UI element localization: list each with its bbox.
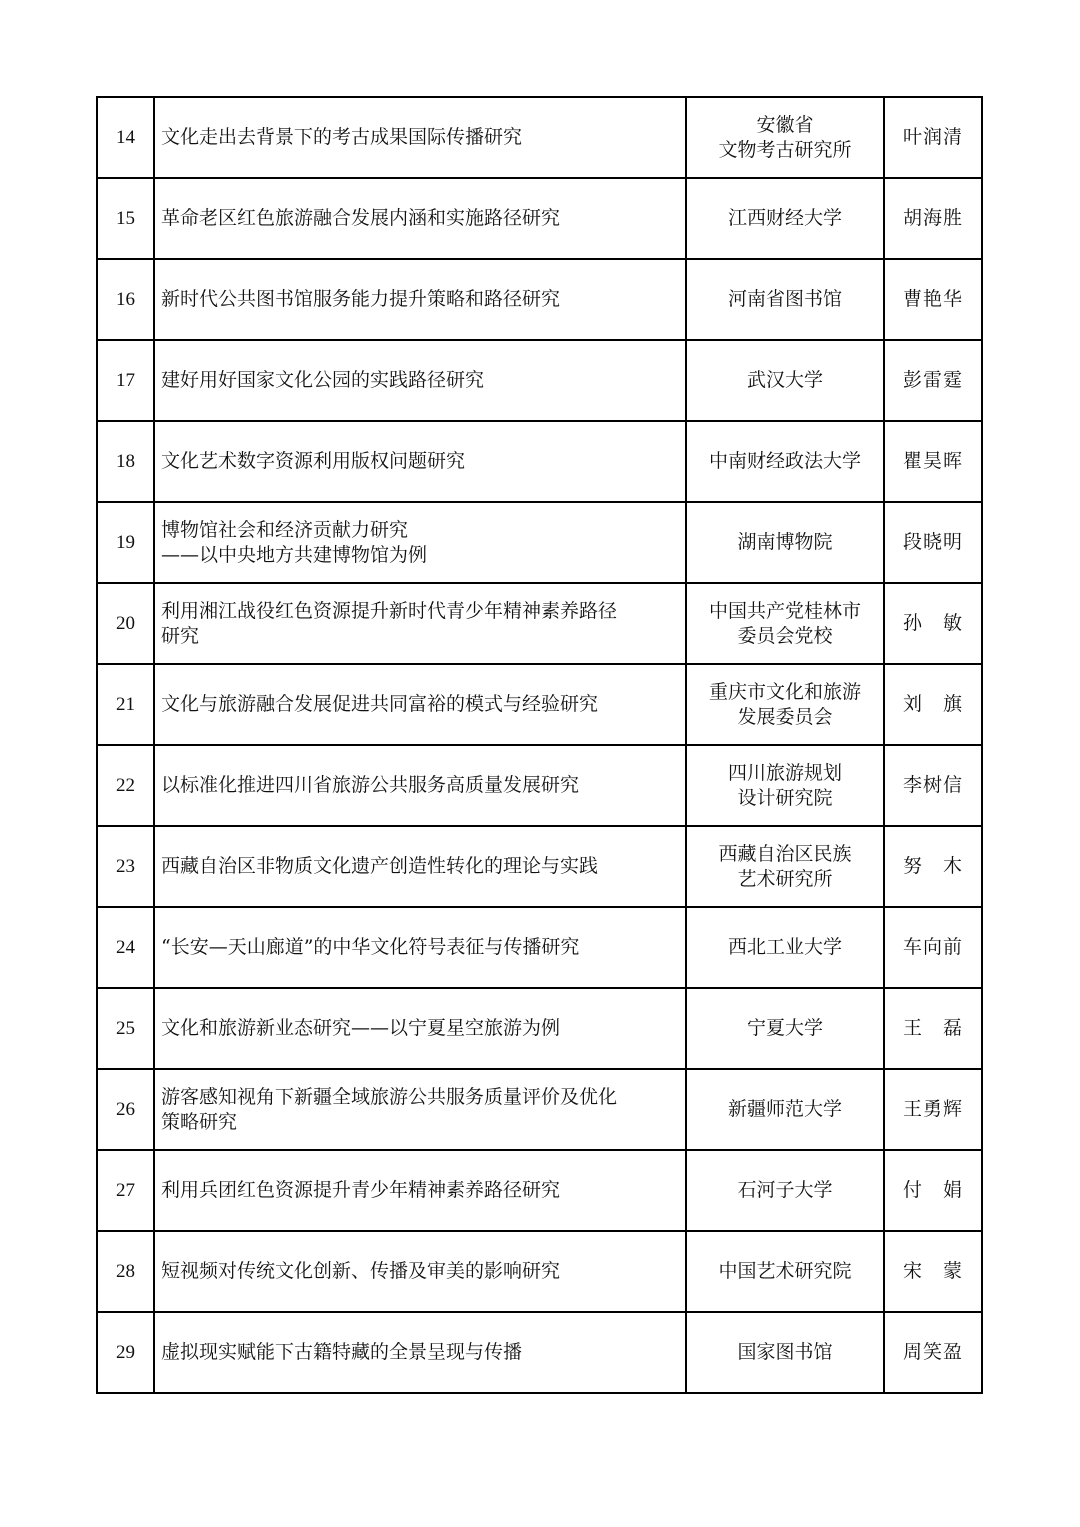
table-row [97, 1312, 982, 1393]
project-title [154, 826, 686, 907]
project-title-line: 利用兵团红色资源提升青少年精神素养路径研究 [161, 1179, 561, 1201]
lead-researcher: 李树信 [884, 745, 982, 826]
lead-researcher: 宋 蒙 [884, 1231, 982, 1312]
row-number: 20 [97, 583, 154, 664]
project-title-line: 新时代公共图书馆服务能力提升策略和路径研究 [161, 288, 561, 310]
table-row [97, 745, 982, 826]
organization [686, 1069, 884, 1150]
table-row [97, 988, 982, 1069]
organization [686, 340, 884, 421]
project-title-line: 博物馆社会和经济贡献力研究 [161, 518, 409, 541]
project-title-line: 文化与旅游融合发展促进共同富裕的模式与经验研究 [161, 693, 599, 715]
organization-line: 设计研究院 [737, 786, 833, 809]
lead-researcher: 彭雷霆 [884, 340, 982, 421]
table-row [97, 1231, 982, 1312]
row-number: 23 [97, 826, 154, 907]
lead-researcher: 付 娟 [884, 1150, 982, 1231]
project-title [154, 178, 686, 259]
table-row [97, 340, 982, 421]
organization-line: 四川旅游规划 [727, 761, 842, 784]
row-number: 16 [97, 259, 154, 340]
project-title-line: 利用湘江战役红色资源提升新时代青少年精神素养路径 [161, 599, 618, 622]
row-number: 29 [97, 1312, 154, 1393]
lead-researcher: 周笑盈 [884, 1312, 982, 1393]
table-row [97, 97, 982, 178]
project-title [154, 583, 686, 664]
organization-line: 发展委员会 [737, 705, 833, 728]
project-title-line: 研究 [161, 624, 200, 647]
organization-line: 国家图书馆 [737, 1341, 833, 1363]
row-number: 17 [97, 340, 154, 421]
table-row [97, 826, 982, 907]
organization-line: 武汉大学 [746, 369, 823, 391]
project-title-line: 文化和旅游新业态研究——以宁夏星空旅游为例 [161, 1017, 561, 1039]
organization [686, 907, 884, 988]
project-title [154, 664, 686, 745]
project-title-line: 策略研究 [161, 1110, 238, 1133]
lead-researcher: 刘 旗 [884, 664, 982, 745]
project-title-line: 文化艺术数字资源利用版权问题研究 [161, 450, 466, 472]
project-title-line: 短视频对传统文化创新、传播及审美的影响研究 [161, 1260, 561, 1282]
table-row [97, 583, 982, 664]
row-number: 25 [97, 988, 154, 1069]
organization-line: 西藏自治区民族 [718, 842, 852, 865]
project-title [154, 502, 686, 583]
table-body [97, 97, 982, 1393]
project-title [154, 97, 686, 178]
project-title-line: ——以中央地方共建博物馆为例 [161, 543, 428, 566]
table-row [97, 421, 982, 502]
project-title [154, 1069, 686, 1150]
project-table [96, 96, 983, 1394]
table-row [97, 1150, 982, 1231]
organization-line: 江西财经大学 [727, 207, 842, 229]
lead-researcher: 叶润清 [884, 97, 982, 178]
organization-line: 中国艺术研究院 [718, 1260, 852, 1282]
lead-researcher: 段晓明 [884, 502, 982, 583]
lead-researcher: 王 磊 [884, 988, 982, 1069]
organization-line: 文物考古研究所 [718, 138, 852, 161]
project-title [154, 259, 686, 340]
table-row [97, 1069, 982, 1150]
row-number: 15 [97, 178, 154, 259]
organization [686, 502, 884, 583]
lead-researcher: 瞿昊晖 [884, 421, 982, 502]
organization [686, 988, 884, 1069]
row-number: 21 [97, 664, 154, 745]
organization [686, 421, 884, 502]
organization-line: 宁夏大学 [746, 1017, 823, 1039]
organization-line: 重庆市文化和旅游 [708, 680, 861, 703]
table-row [97, 259, 982, 340]
lead-researcher: 孙 敏 [884, 583, 982, 664]
row-number: 19 [97, 502, 154, 583]
organization [686, 97, 884, 178]
organization [686, 826, 884, 907]
organization-line: 安徽省 [756, 113, 814, 136]
organization-line: 新疆师范大学 [727, 1098, 842, 1120]
organization-line: 中国共产党桂林市 [708, 599, 861, 622]
organization [686, 1231, 884, 1312]
table-row [97, 664, 982, 745]
project-title [154, 988, 686, 1069]
organization [686, 259, 884, 340]
organization-line: 石河子大学 [737, 1179, 833, 1201]
organization-line: 中南财经政法大学 [708, 450, 861, 472]
project-title-line: 以标准化推进四川省旅游公共服务高质量发展研究 [161, 774, 580, 796]
organization [686, 1312, 884, 1393]
organization-line: 湖南博物院 [737, 531, 833, 553]
lead-researcher: 努 木 [884, 826, 982, 907]
organization [686, 1150, 884, 1231]
lead-researcher: 王勇辉 [884, 1069, 982, 1150]
row-number: 22 [97, 745, 154, 826]
lead-researcher: 胡海胜 [884, 178, 982, 259]
organization-line: 西北工业大学 [727, 936, 842, 958]
project-title-line: 建好用好国家文化公园的实践路径研究 [161, 369, 485, 391]
row-number: 28 [97, 1231, 154, 1312]
project-title-line: 文化走出去背景下的考古成果国际传播研究 [161, 126, 523, 148]
project-title [154, 907, 686, 988]
project-title [154, 745, 686, 826]
project-title [154, 1231, 686, 1312]
lead-researcher: 车向前 [884, 907, 982, 988]
organization-line: 委员会党校 [737, 624, 833, 647]
organization [686, 745, 884, 826]
project-title [154, 1150, 686, 1231]
project-title [154, 340, 686, 421]
project-title-line: 游客感知视角下新疆全域旅游公共服务质量评价及优化 [161, 1085, 618, 1108]
organization [686, 178, 884, 259]
row-number: 24 [97, 907, 154, 988]
organization [686, 583, 884, 664]
table-row [97, 178, 982, 259]
row-number: 27 [97, 1150, 154, 1231]
project-title-line: “长安—天山廊道”的中华文化符号表征与传播研究 [161, 936, 580, 958]
project-title-line: 革命老区红色旅游融合发展内涵和实施路径研究 [161, 207, 561, 229]
lead-researcher: 曹艳华 [884, 259, 982, 340]
organization-line: 艺术研究所 [737, 867, 833, 890]
project-title-line: 西藏自治区非物质文化遗产创造性转化的理论与实践 [161, 855, 599, 877]
table-row [97, 502, 982, 583]
project-title [154, 1312, 686, 1393]
row-number: 18 [97, 421, 154, 502]
project-title [154, 421, 686, 502]
row-number: 14 [97, 97, 154, 178]
organization-line: 河南省图书馆 [727, 288, 842, 310]
table-row [97, 907, 982, 988]
project-title-line: 虚拟现实赋能下古籍特藏的全景呈现与传播 [161, 1341, 523, 1363]
row-number: 26 [97, 1069, 154, 1150]
organization [686, 664, 884, 745]
